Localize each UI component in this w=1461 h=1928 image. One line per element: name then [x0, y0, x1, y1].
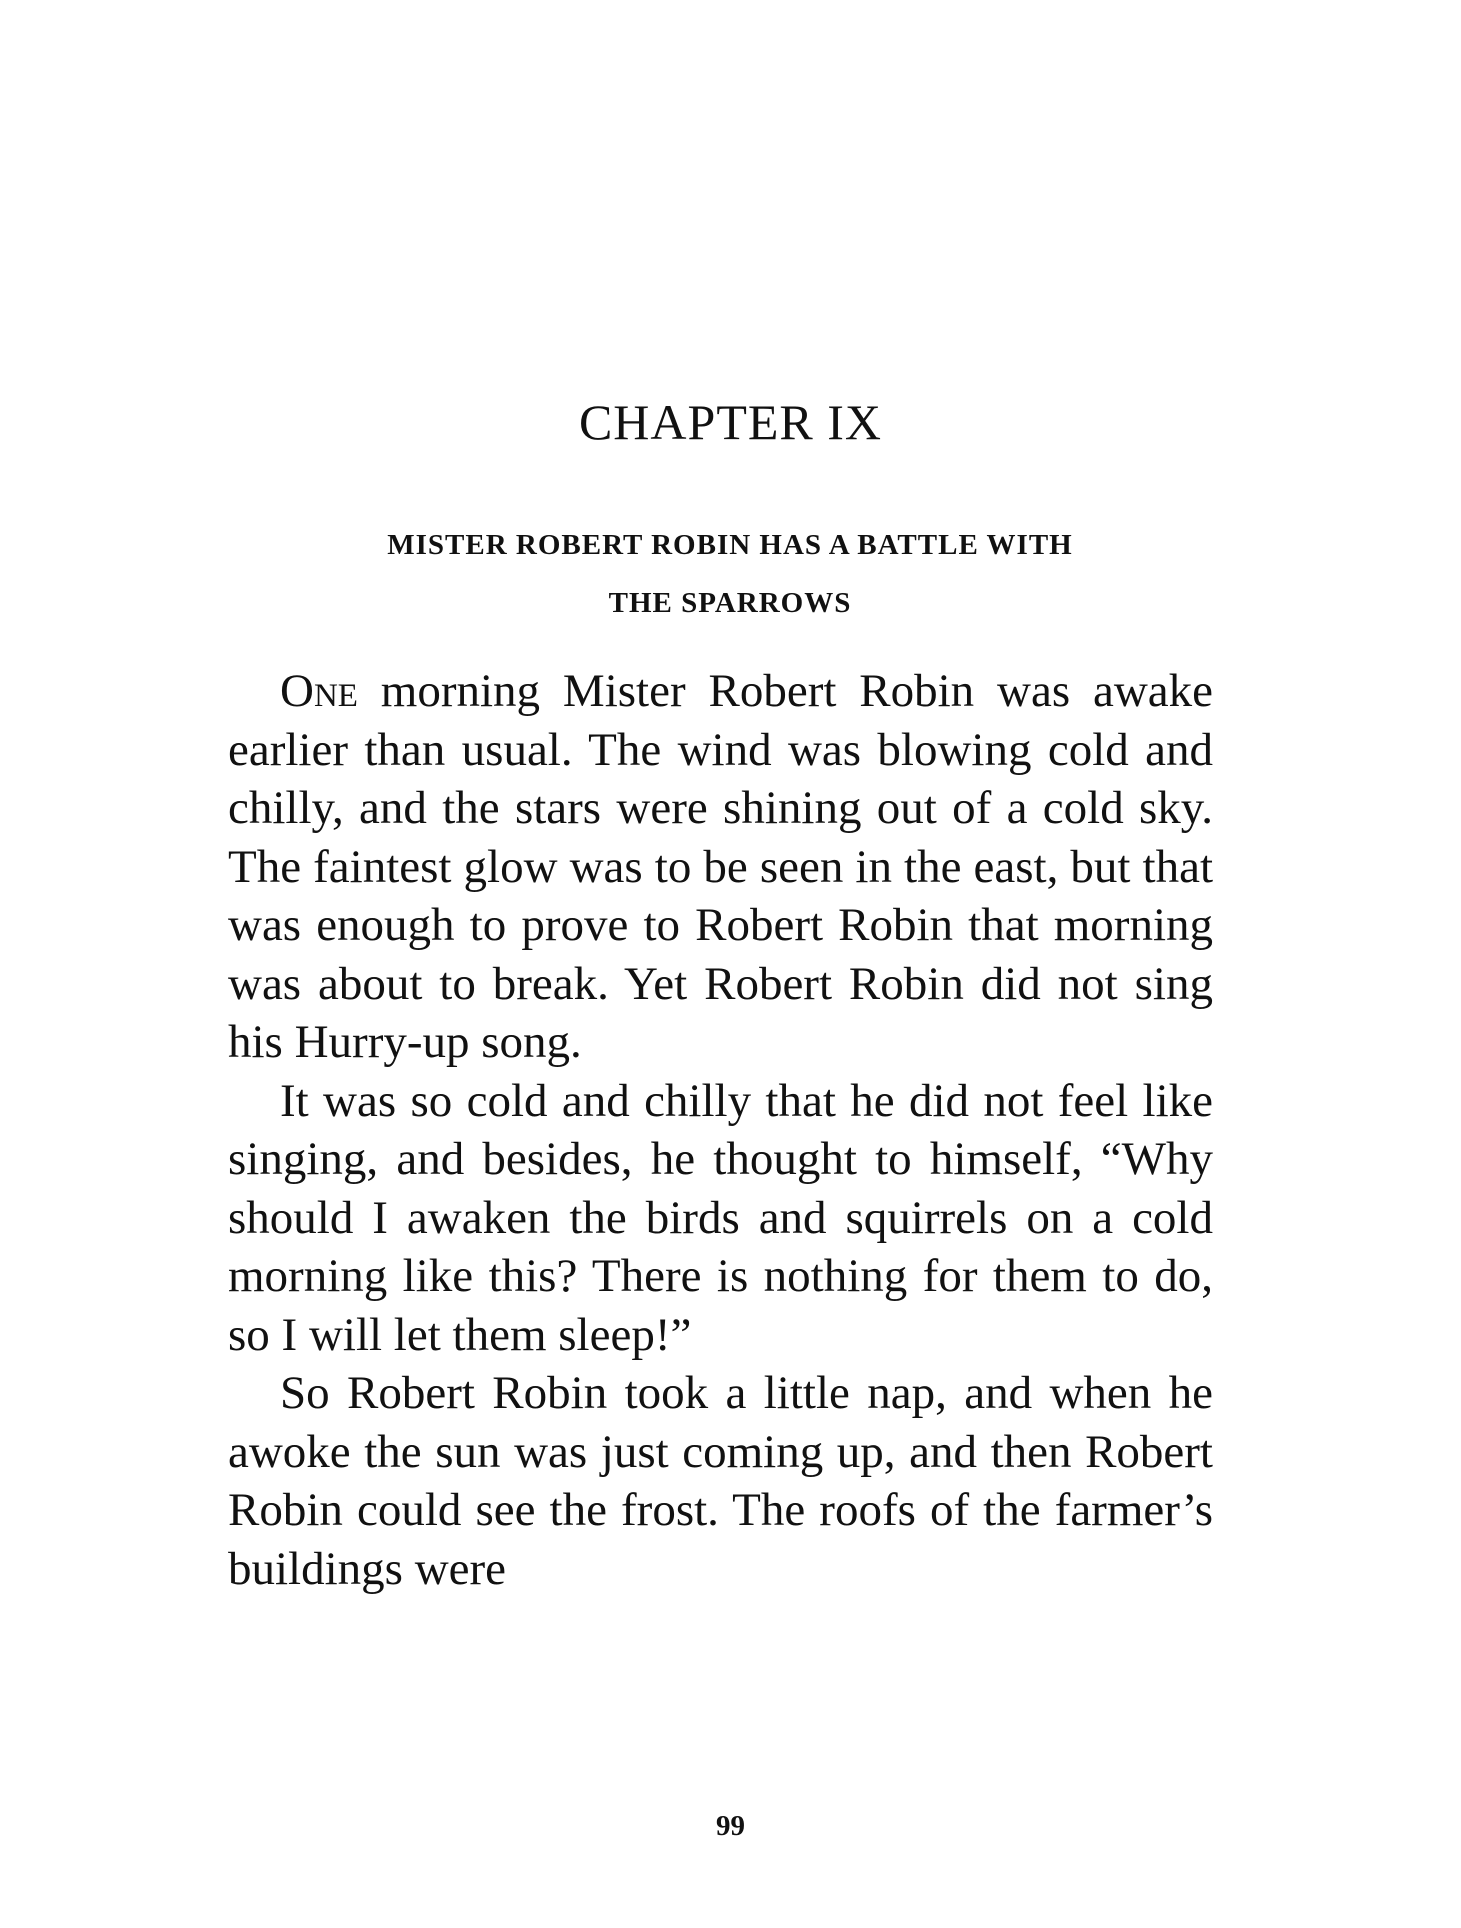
- body-text: [228, 662, 1213, 1598]
- chapter-subtitle-line-2: THE SPARROWS: [608, 587, 852, 619]
- chapter-title: CHAPTER IX: [578, 394, 883, 450]
- paragraph-2: It was so cold and chilly that he did not feel like singing, and besides, he thought to himself, “Why should I awaken the birds and squirrels on a cold morning like this? There is nothing for them to do, so I will let them sleep!”: [228, 1074, 1213, 1361]
- paragraph-3: So Robert Robin took a little nap, and when he awoke the sun was just coming up, and then Robert Robin could see the frost. The roofs of the farmer’s buildings were: [228, 1367, 1213, 1595]
- chapter-subtitle: [230, 516, 1230, 632]
- chapter-subtitle-line-1: MISTER ROBERT ROBIN HAS A BATTLE WITH: [387, 529, 1073, 561]
- paragraph-1-lead: One: [280, 665, 358, 717]
- paragraph-1: [228, 662, 1213, 1072]
- paragraph-1-text: morning Mister Robert Robin was awake earlier than usual. The wind was blowing cold and chilly, and the stars were shining out of a cold sky. The faintest glow was to be seen in the east, but that was enough to prove to Robert Robin that morning was about to break. Yet Robert Robin did not sing his Hurry-up song.: [228, 665, 1213, 1068]
- page-number: 99: [716, 1810, 745, 1842]
